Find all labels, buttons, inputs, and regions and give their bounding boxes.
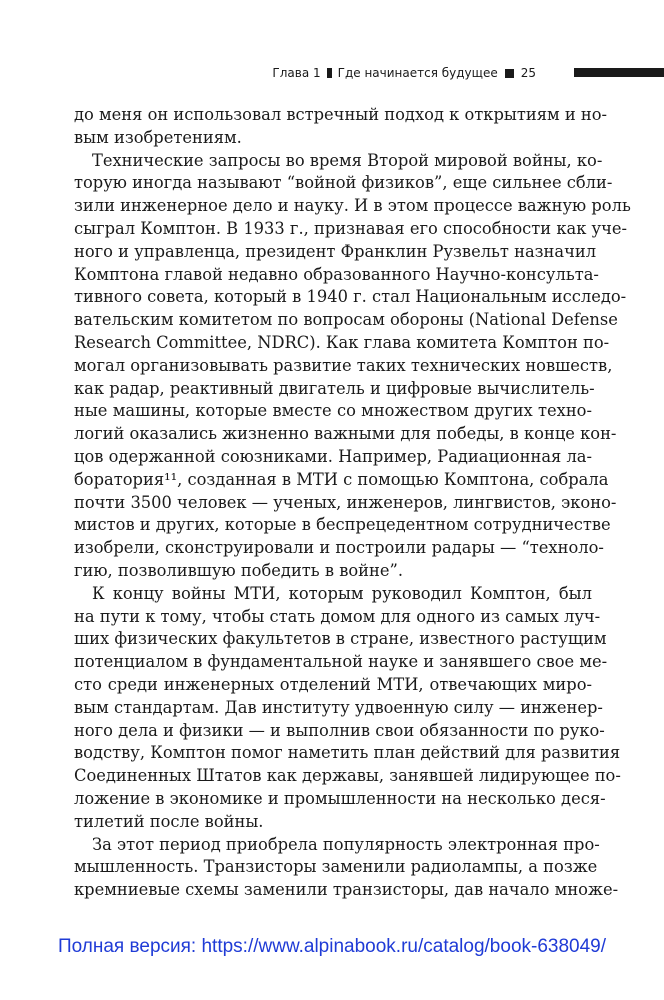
separator-square [505,69,514,78]
text-line: ные машины, которые вместе со множеством других техно- [74,401,592,421]
text-line: ложение в экономике и промышленности на несколько деся- [74,788,606,808]
text-line: вательским комитетом по вопросам обороны (National Defense [74,310,618,330]
text-line: кремниевые схемы заменили транзисторы, дав начало множе- [74,880,619,900]
header-bar-decoration [574,68,664,77]
text-line: потенциалом в фундаментальной науке и занявшего свое ме- [74,652,608,672]
text-line: ного и управленца, президент Франклин Рузвельт назначил [74,241,597,261]
text-line: до меня он использовал встречный подход к открытиям и но- [74,105,608,124]
text-line: на пути к тому, чтобы стать домом для одного из самых луч- [74,606,601,626]
running-head-text [272,64,536,82]
separator-mark [327,68,332,78]
text-line: могал организовывать развитие таких технических новшеств, [74,355,613,375]
text-line: ших физических факультетов в стране, известного растущим [74,629,607,649]
text-line: вым стандартам. Дав институту удвоенную силу — инженер- [74,697,603,717]
page-number: 25 [520,66,536,80]
body-text [74,104,631,902]
text-line: боратория¹¹, созданная в МТИ с помощью Комптона, собрала [74,469,609,489]
text-line: сто среди инженерных отделений МТИ, отвечающих миро- [74,674,592,694]
text-line: тивного совета, который в 1940 г. стал Национальным исследо- [74,287,627,307]
paragraph [74,150,631,583]
paragraph [74,583,621,834]
paragraph [74,834,619,902]
text-line: цов одержанной союзниками. Например, Радиационная ла- [74,446,593,466]
paragraph [74,104,608,150]
text-line: Технические запросы во время Второй мировой войны, ко- [92,150,603,170]
text-line: почти 3500 человек — ученых, инженеров, лингвистов, эконо- [74,492,617,512]
text-line: мистов и других, которые в беспрецедентном сотрудничестве [74,515,611,535]
text-line: Комптона главой недавно образованного Научно-консульта- [74,264,599,284]
text-line: Соединенных Штатов как державы, занявшей лидирующее по- [74,766,621,786]
text-line: мышленность. Транзисторы заменили радиолампы, а позже [74,857,598,877]
text-line: К концу войны МТИ, которым руководил Комптон, был [92,583,592,603]
text-line: гию, позволившую победить в войне”. [74,560,403,580]
text-line: сыграл Комптон. В 1933 г., признавая его способности как уче- [74,218,628,238]
text-line: вым изобретениям. [74,127,242,147]
text-line: Research Committee, NDRC). Как глава комитета Комптон по- [74,332,610,352]
text-line: логий оказались жизненно важными для победы, в конце кон- [74,424,617,444]
running-head [0,64,664,84]
text-line: тилетий после войны. [74,811,264,831]
full-version-link[interactable]: Полная версия: https://www.alpinabook.ru/catalog/book-638049/ [57,936,607,957]
text-line: изобрели, сконструировали и построили радары — “техноло- [74,538,604,558]
text-line: торую иногда называют “войной физиков”, еще сильнее сбли- [74,173,613,193]
chapter-title: Где начинается будущее [337,66,498,80]
text-line: как радар, реактивный двигатель и цифровые вычислитель- [74,378,595,398]
text-line: За этот период приобрела популярность электронная про- [92,834,600,854]
chapter-label: Глава 1 [272,66,321,80]
text-line: водству, Комптон помог наметить план действий для развития [74,743,621,763]
text-line: зили инженерное дело и науку. И в этом процессе важную роль [74,196,631,216]
text-line: ного дела и физики — и выполнив свои обязанности по руко- [74,720,605,740]
